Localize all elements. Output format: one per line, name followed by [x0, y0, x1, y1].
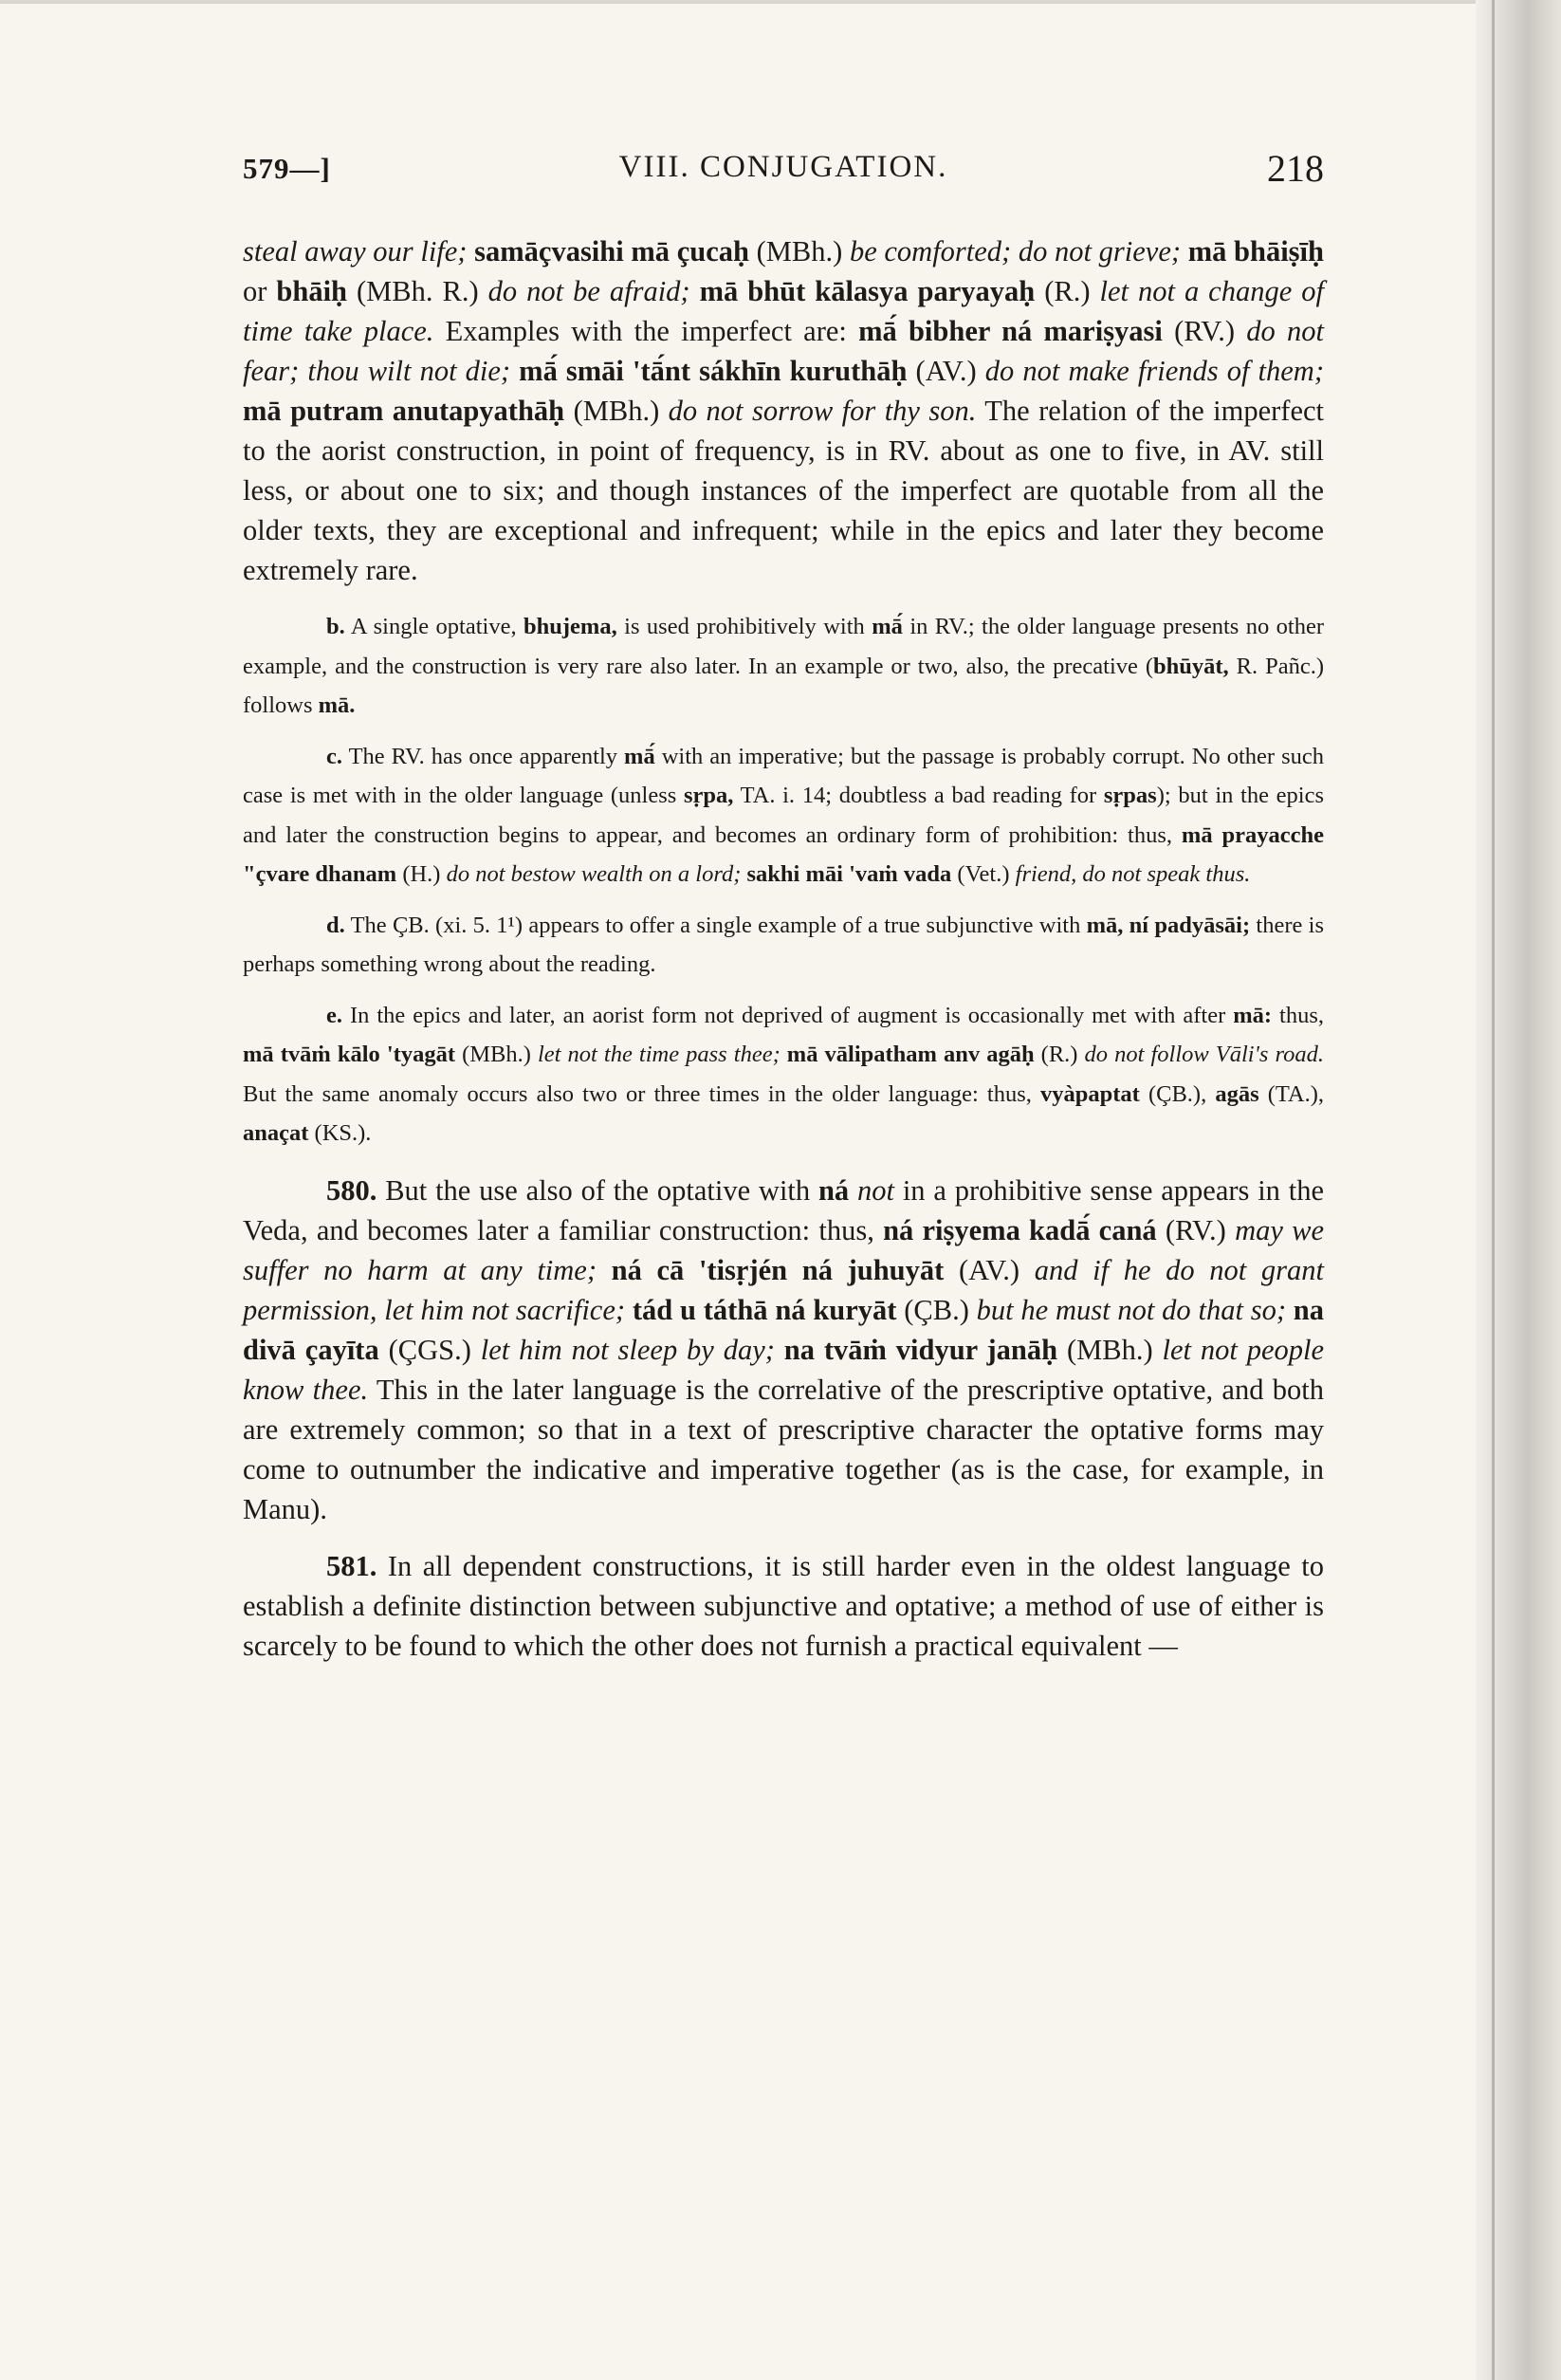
sanskrit-term: mā tvāṁ kālo 'tyagāt [243, 1042, 455, 1067]
sanskrit-term: mā prayacche "çvare dhanam [243, 821, 1324, 887]
sanskrit-term: sṛpa, [683, 783, 734, 808]
body-text: (MBh.) [455, 1042, 538, 1067]
body-text: (ÇB.), [1139, 1080, 1216, 1107]
sanskrit-term: samāçvasihi mā çucaḥ [474, 235, 749, 268]
body-text: (RV.) [1156, 1213, 1236, 1246]
body-text: The ÇB. (xi. 5. 1¹) appears to offer a single example of a true subjunctive with [344, 912, 1087, 938]
sanskrit-term: mā́ [624, 743, 655, 769]
body-text: (KS.). [308, 1120, 372, 1146]
body-text: The relation of the imperfect to the aorist construction, in point of frequency, is in RV. about as one to five, in AV. still less, or about one to six; and though instances of the imperfect are quotable from all the older texts, they are exceptional and infrequent; while in the epics and later they become extremely rare. [243, 395, 1324, 586]
subparagraph-b [243, 607, 1324, 726]
sanskrit-term: bhujema, [523, 614, 617, 639]
body-text: in RV.; the older language presents no other example, and the construction is very rare also later. In an example or two, also, the precative ( [243, 614, 1324, 679]
body-text: (MBh.) [564, 395, 669, 427]
sanskrit-term: vyàpaptat [1040, 1080, 1140, 1107]
sanskrit-term: d. [326, 912, 345, 938]
body-text: ); but in the epics and later the construction begins to appear, and becomes an ordinary form of prohibition: thus, [243, 783, 1324, 848]
body-text: In the epics and later, an aorist form not deprived of augment is occasionally met with after [342, 1002, 1234, 1028]
sanskrit-term: 580. [326, 1173, 377, 1207]
chapter-title: VIII. CONJUGATION. [618, 150, 948, 184]
translation-text: let not the time pass thee; [537, 1042, 787, 1067]
body-text: But the same anomaly occurs also two or three times in the older language: thus, [243, 1080, 1040, 1107]
translation-text: be comforted; do not grieve; [849, 235, 1188, 268]
body-text: R. Pañc.) follows [243, 653, 1325, 718]
body-text: or [243, 275, 277, 307]
body-text: (ÇB.) [896, 1293, 977, 1326]
body-text: (AV.) [907, 355, 985, 387]
sanskrit-term: sṛpas [1103, 783, 1157, 808]
translation-text: and if he do not grant permission, let him not sacrifice; [243, 1253, 1324, 1326]
body-text: Examples with the imperfect are: [433, 315, 859, 347]
sanskrit-term: na tvāṁ vidyur janāḥ [783, 1333, 1058, 1366]
page-top-edge [0, 0, 1561, 4]
body-text: (RV.) [1162, 315, 1247, 347]
sanskrit-term: mā bhūt kālasya paryayaḥ [699, 275, 1036, 307]
sanskrit-term: ná riṣyema kadā́ caná [883, 1213, 1157, 1246]
sanskrit-term: sakhi māi 'vaṁ vada [746, 861, 952, 887]
body-text: is used prohibitively with [616, 614, 872, 639]
sanskrit-term: mā: [1233, 1002, 1273, 1028]
body-text: thus, [1272, 1002, 1325, 1028]
body-text: (H.) [396, 861, 447, 887]
subparagraph-d [243, 906, 1324, 985]
sanskrit-term: na divā çayīta [243, 1293, 1324, 1366]
translation-text: do not fear; thou wilt not die; [243, 315, 1324, 387]
page-number: 218 [1267, 147, 1324, 190]
section-580 [243, 1171, 1324, 1529]
body-text: This in the later language is the correlative of the prescriptive optative, and both are extremely common; so that in a text of prescriptive character the optative forms may come to outnumber the indicative and imperative together (as is the case, for example, in Manu). [243, 1373, 1324, 1525]
sanskrit-term: b. [326, 614, 345, 639]
translation-text: let him not sleep by day; [480, 1333, 784, 1366]
body-text: (AV.) [944, 1253, 1035, 1286]
body-text: But the use also of the optative with [376, 1173, 818, 1207]
sanskrit-term: mā́ bibher ná mariṣyasi [858, 315, 1163, 347]
sanskrit-term: mā vālipatham anv agāḥ [786, 1042, 1035, 1067]
translation-text: may we suffer no harm at any time; [243, 1213, 1324, 1286]
sanskrit-term: bhāiḥ [276, 275, 348, 307]
page-content [243, 142, 1324, 1666]
sanskrit-term: bhūyāt, [1153, 653, 1229, 679]
subparagraph-c [243, 737, 1324, 895]
body-text: (TA.), [1258, 1080, 1325, 1107]
translation-text: do not bestow wealth on a lord; [446, 861, 747, 887]
sanskrit-term: e. [326, 1002, 342, 1028]
body-text: with an imperative; but the passage is probably corrupt. No other such case is met with in the older language (unless [243, 743, 1324, 808]
body-text: (Vet.) [951, 861, 1016, 887]
body-text: (MBh.) [1057, 1333, 1163, 1366]
body-text: there is perhaps something wrong about the reading. [243, 912, 1324, 977]
body-text: in a prohibitive sense appears in the Veda, and becomes later a familiar construction: thus, [243, 1173, 1324, 1246]
body-text [849, 1174, 857, 1207]
body-text: The RV. has once apparently [342, 743, 625, 769]
body-text: TA. i. 14; doubtless a bad reading for [733, 783, 1104, 808]
sanskrit-term: c. [326, 743, 342, 769]
translation-text: but he must not do that so; [976, 1293, 1294, 1326]
paragraph-continued [243, 231, 1324, 590]
section-reference: 579—] [243, 152, 331, 185]
sanskrit-term: ná [817, 1173, 850, 1207]
translation-text: steal away our life; [243, 235, 475, 268]
page-gutter-shadow [1476, 0, 1561, 2380]
running-head [243, 142, 1324, 199]
translation-text: do not sorrow for thy son. [668, 395, 977, 427]
translation-text: do not be afraid; [487, 275, 700, 307]
page-edge-line [1492, 0, 1495, 2380]
sanskrit-term: mā. [318, 692, 356, 718]
translation-text: let not people know thee. [243, 1333, 1324, 1406]
body-text: (R.) [1034, 1042, 1085, 1067]
sanskrit-term: agās [1215, 1080, 1259, 1107]
sanskrit-term: mā́ [872, 614, 903, 639]
sanskrit-term: anaçat [243, 1120, 309, 1146]
sanskrit-term: tád u táthā ná kuryāt [632, 1293, 897, 1326]
body-text: (R.) [1035, 275, 1100, 307]
body-text: (ÇGS.) [378, 1333, 481, 1366]
translation-text: let not a change of time take place. [243, 275, 1324, 347]
sanskrit-term: mā, ní padyāsāi; [1086, 912, 1251, 938]
body-text: (MBh. R.) [347, 275, 488, 307]
sanskrit-term: mā bhāiṣīḥ [1187, 235, 1324, 268]
body-text: A single optative, [344, 614, 524, 639]
body-text: In all dependent constructions, it is still harder even in the oldest language to establish a definite distinction between subjunctive and optative; a method of use of either is scarcely to be found to which the other does not furnish a practical equivalent — [243, 1549, 1324, 1662]
translation-text: do not make friends of them; [984, 355, 1324, 387]
sanskrit-term: mā́ smāi 'tā́nt sákhīn kuruthāḥ [519, 355, 908, 387]
sanskrit-term: 581. [326, 1549, 377, 1582]
section-581 [243, 1546, 1324, 1666]
sanskrit-term: mā putram anutapyathāḥ [243, 395, 565, 427]
translation-text: do not follow Vāli's road. [1084, 1042, 1324, 1067]
sanskrit-term: ná cā 'tisṛjén ná juhuyāt [611, 1253, 945, 1286]
body-text: (MBh.) [748, 235, 850, 268]
translation-text: not [857, 1173, 894, 1207]
subparagraph-e [243, 996, 1324, 1153]
translation-text: friend, do not speak thus. [1015, 861, 1251, 887]
